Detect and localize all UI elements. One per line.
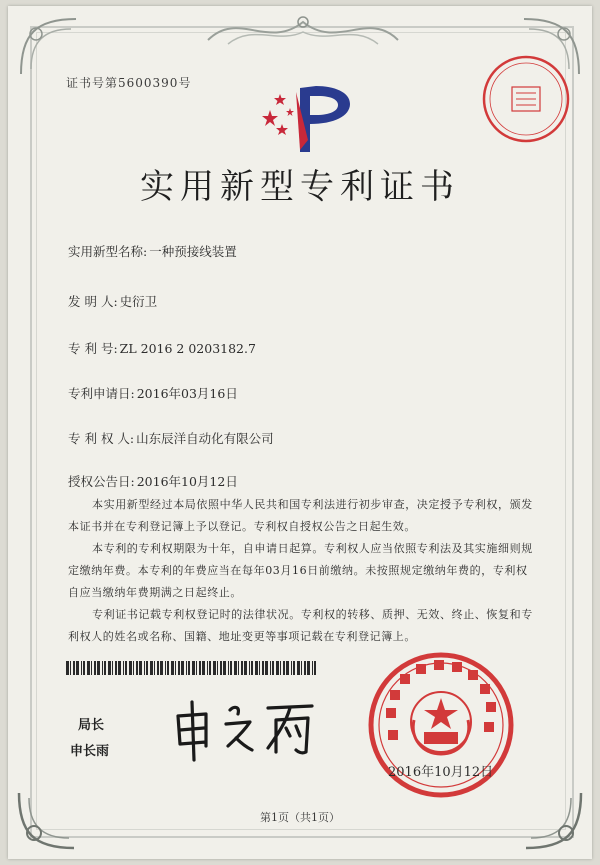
field-value: 2016年03月16日 (136, 386, 238, 401)
field-application-date (68, 384, 238, 402)
director-name: 申长雨 (70, 744, 110, 759)
body-paragraph-3: 专利证书记载专利权登记时的法律状况。专利权的转移、质押、无效、终止、恢复和专利权人的姓名或名称、国籍、地址变更等事项记载在专利登记簿上。 (68, 608, 533, 643)
field-grant-date (68, 472, 238, 490)
barcode-icon (66, 661, 321, 675)
top-ornament-icon (198, 10, 408, 50)
field-label: 专 利 权 人: (68, 431, 135, 446)
field-inventor (68, 292, 157, 310)
field-utility-model-name (68, 242, 237, 260)
field-value: 一种预接线装置 (149, 244, 237, 259)
body-paragraph-2: 本专利的专利权期限为十年，自申请日起算。专利权人应当依照专利法及其实施细则规定缴纳年费。本专利的年费应当在每年03月16日前缴纳。未按照规定缴纳年费的，专利权自应当缴纳年费期满之日起终止。 (68, 542, 533, 599)
director-title: 局长 (78, 718, 105, 733)
field-value: 2016年10月12日 (136, 474, 238, 489)
certificate-page (8, 6, 592, 859)
field-label: 专 利 号: (68, 341, 118, 356)
field-value: ZL 2016 2 0203182.7 (119, 341, 256, 356)
field-patentee (68, 429, 274, 447)
certificate-title: 实用新型专利证书 (140, 167, 460, 207)
field-label: 专利申请日: (68, 386, 135, 401)
page-number: 第1页（共1页） (260, 811, 340, 824)
field-label: 实用新型名称: (68, 244, 148, 259)
field-patent-number (68, 339, 256, 357)
field-value: 史衍卫 (119, 294, 158, 309)
patent-office-emblem-icon (260, 80, 356, 156)
body-paragraph-1: 本实用新型经过本局依照中华人民共和国专利法进行初步审查，决定授予专利权，颁发本证书并在专利登记簿上予以登记。专利权自授权公告之日起生效。 (68, 498, 533, 533)
director-signature (172, 694, 322, 766)
field-label: 发 明 人: (68, 294, 118, 309)
certificate-number: 证书号第5600390号 (66, 76, 192, 90)
issuing-office-seal-icon (478, 51, 574, 147)
field-value: 山东辰洋自动化有限公司 (136, 431, 274, 446)
field-label: 授权公告日: (68, 474, 135, 489)
seal-date: 2016年10月12日 (388, 765, 494, 780)
